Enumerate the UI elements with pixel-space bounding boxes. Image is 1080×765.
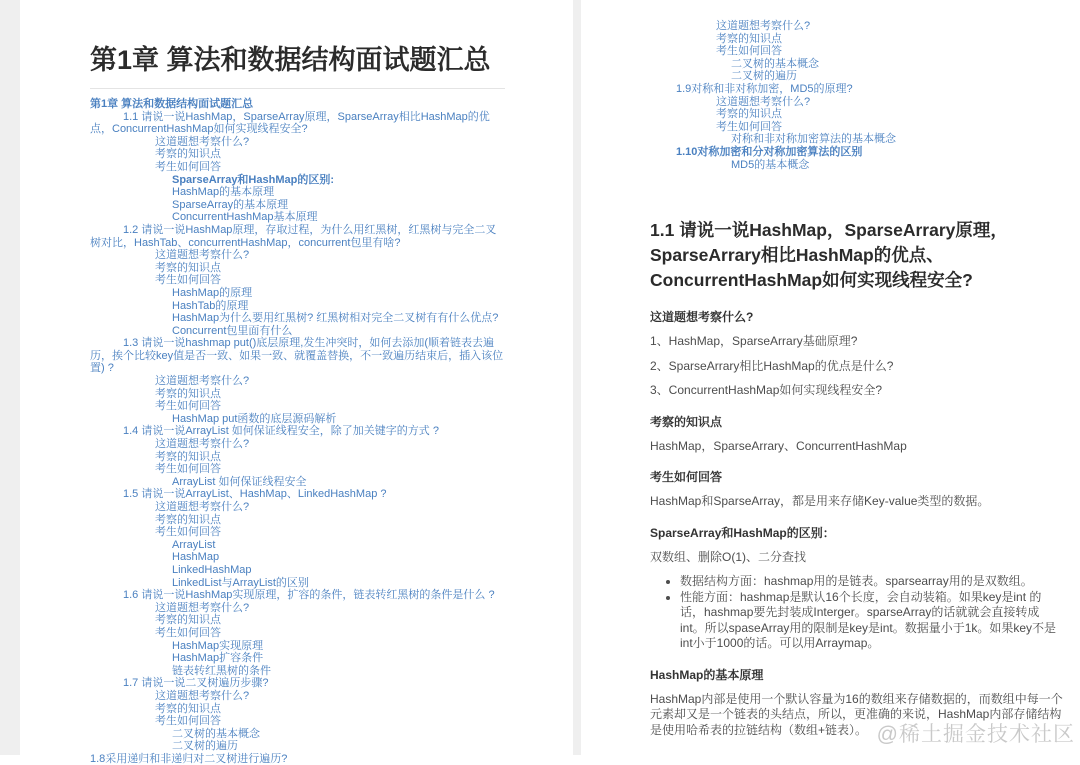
toc-link[interactable]: 1.2 请说一说HashMap原理，存取过程，为什么用红黑树，红黑树与完全二叉树对比，HashTab、concurrentHashMap，concurrent包里有啥? bbox=[90, 223, 497, 249]
toc-link[interactable]: SparseArray和HashMap的区别: bbox=[172, 173, 334, 186]
toc-link[interactable]: 链表转红黑树的条件 bbox=[172, 664, 271, 677]
toc-link[interactable]: 考察的知识点 bbox=[155, 148, 221, 161]
toc-link[interactable]: ArrayList bbox=[172, 538, 216, 551]
toc-link[interactable]: 1.8采用递归和非递归对二叉树进行遍历? bbox=[90, 752, 288, 765]
toc-link[interactable]: MD5的基本概念 bbox=[731, 158, 810, 171]
toc-link[interactable]: 考察的知识点 bbox=[155, 387, 221, 400]
section-subhead: 这道题想考察什么? bbox=[650, 310, 754, 324]
toc-link[interactable]: HashMap put函数的底层源码解析 bbox=[172, 412, 337, 425]
toc-link[interactable]: 考生如何回答 bbox=[716, 45, 782, 58]
toc-link[interactable]: 考生如何回答 bbox=[155, 715, 221, 728]
toc-link[interactable]: 考生如何回答 bbox=[716, 120, 782, 133]
page-gutter bbox=[573, 0, 581, 755]
body-paragraph: 1、HashMap，SparseArrary基础原理? bbox=[650, 334, 858, 348]
question-heading: 1.1 请说一说HashMap，SparseArrary原理，SparseArrary相比HashMap的优点、ConcurrentHashMap如何实现线程安全? bbox=[650, 220, 1008, 290]
toc-link[interactable]: 1.7 请说一说二叉树遍历步骤? bbox=[123, 677, 269, 690]
section-subhead: HashMap的基本原理 bbox=[650, 667, 764, 682]
toc-link[interactable]: 第1章 算法和数据结构面试题汇总 bbox=[90, 98, 254, 110]
section-subhead: 考察的知识点 bbox=[650, 414, 723, 429]
toc-left bbox=[90, 98, 505, 765]
toc-link[interactable]: HashMap实现原理 bbox=[172, 639, 264, 652]
toc-link[interactable]: 考生如何回答 bbox=[155, 274, 221, 287]
toc-link[interactable]: 考察的知识点 bbox=[155, 261, 221, 274]
chapter-title: 第1章 算法和数据结构面试题汇总 bbox=[90, 44, 505, 89]
toc-link[interactable]: SparseArray的基本原理 bbox=[172, 198, 289, 211]
toc-link[interactable]: 考生如何回答 bbox=[155, 526, 221, 539]
toc-link[interactable]: LinkedHashMap bbox=[172, 563, 252, 576]
toc-link[interactable]: 考生如何回答 bbox=[155, 626, 221, 639]
toc-link[interactable]: 1.10对称加密和分对称加密算法的区别 bbox=[676, 145, 863, 158]
toc-link[interactable]: HashMap的基本原理 bbox=[172, 186, 275, 199]
toc-link[interactable]: 1.4 请说一说ArrayList 如何保证线程安全，除了加关键字的方式 ? bbox=[123, 425, 439, 438]
toc-link[interactable]: ArrayList 如何保证线程安全 bbox=[172, 475, 307, 488]
bullet-item: • 数据结构方面：hashmap用的是链表。sparsearray用的是双数组。 bbox=[680, 574, 1064, 590]
toc-link[interactable]: 这道题想考察什么? bbox=[155, 601, 250, 614]
toc-link[interactable]: 二叉树的遍历 bbox=[731, 70, 797, 83]
page-left bbox=[20, 0, 573, 765]
question-content bbox=[650, 218, 1064, 747]
toc-link[interactable]: HashTab的原理 bbox=[172, 299, 249, 312]
body-paragraph: HashMap，SparseArrary、ConcurrentHashMap bbox=[650, 438, 907, 453]
page-right bbox=[581, 0, 1080, 755]
toc-link[interactable]: LinkedList与ArrayList的区别 bbox=[172, 576, 309, 589]
toc-link[interactable]: 1.9对称和非对称加密，MD5的原理? bbox=[676, 82, 853, 95]
toc-link[interactable]: 1.6 请说一说HashMap实现原理，扩容的条件，链表转红黑树的条件是什么 ? bbox=[123, 589, 495, 602]
toc-link[interactable]: 这道题想考察什么? bbox=[716, 95, 811, 108]
toc-link[interactable]: 1.5 请说一说ArrayList、HashMap、LinkedHashMap ? bbox=[123, 488, 387, 501]
toc-link[interactable]: 这道题想考察什么? bbox=[155, 249, 250, 262]
bullet-item: • 性能方面：hashmap是默认16个长度，会自动装箱。如果key是int 的话，hashmap要先封装成Interger。sparseArray的话就就会直接转成int。所以spaseArray用的限制是key是int。数据量小于1k。如果key不是int小于1000的话。可以用Arraymap。 bbox=[680, 590, 1064, 652]
toc-link[interactable]: 对称和非对称加密算法的基本概念 bbox=[731, 133, 896, 146]
toc-link[interactable]: 这道题想考察什么? bbox=[155, 689, 250, 702]
toc-link[interactable]: 考察的知识点 bbox=[155, 450, 221, 463]
toc-link[interactable]: HashMap扩容条件 bbox=[172, 652, 264, 665]
toc-link[interactable]: 考察的知识点 bbox=[716, 32, 782, 45]
toc-link[interactable]: 1.3 请说一说hashmap put()底层原理,发生冲突时，如何去添加(顺着链表去遍历，挨个比较key值是否一致、如果一致、就覆盖替换，不一致遍历结束后，插入该位置) ? bbox=[90, 337, 504, 375]
toc-link[interactable]: 二叉树的基本概念 bbox=[731, 57, 819, 70]
answer-bullet-list bbox=[650, 574, 1064, 652]
body-paragraph: 2、SparseArrary相比HashMap的优点是什么? bbox=[650, 358, 894, 373]
toc-link[interactable]: 考察的知识点 bbox=[155, 614, 221, 627]
body-paragraph: 双数组、删除O(1)、二分查找 bbox=[650, 549, 807, 564]
toc-link[interactable]: 二叉树的基本概念 bbox=[172, 727, 260, 740]
toc-link[interactable]: HashMap bbox=[172, 551, 220, 564]
viewer-left-margin bbox=[0, 0, 20, 755]
toc-link[interactable]: 这道题想考察什么? bbox=[716, 20, 811, 32]
toc-link[interactable]: HashMap的原理 bbox=[172, 286, 253, 299]
toc-link[interactable]: 这道题想考察什么? bbox=[155, 375, 250, 388]
toc-link[interactable]: 这道题想考察什么? bbox=[155, 135, 250, 148]
toc-link[interactable]: HashMap为什么要用红黑树? 红黑树相对完全二叉树有有什么优点? bbox=[172, 312, 499, 325]
toc-link[interactable]: 这道题想考察什么? bbox=[155, 438, 250, 451]
toc-link[interactable]: 这道题想考察什么? bbox=[155, 501, 250, 513]
toc-link[interactable]: 考察的知识点 bbox=[155, 513, 221, 526]
toc-link[interactable]: 二叉树的遍历 bbox=[172, 740, 238, 753]
toc-link[interactable]: 考察的知识点 bbox=[155, 702, 221, 715]
watermark: @稀土掘金技术社区 bbox=[876, 723, 1075, 746]
toc-right-continued bbox=[650, 20, 1070, 171]
section-subhead: SparseArray和HashMap的区别： bbox=[650, 525, 835, 540]
toc-link[interactable]: 考生如何回答 bbox=[155, 463, 221, 476]
toc-link[interactable]: 考生如何回答 bbox=[155, 400, 221, 413]
body-paragraph: HashMap和SparseArray，都是用来存储Key-value类型的数据。 bbox=[650, 494, 990, 508]
toc-link[interactable]: ConcurrentHashMap基本原理 bbox=[172, 211, 318, 224]
toc-link[interactable]: 1.1 请说一说HashMap，SparseArray原理，SparseArray相比HashMap的优点，ConcurrentHashMap如何实现线程安全? bbox=[90, 110, 490, 136]
section-subhead: 考生如何回答 bbox=[650, 470, 723, 484]
toc-link[interactable]: 考察的知识点 bbox=[716, 108, 782, 121]
body-paragraph: HashMap内部是使用一个默认容量为16的数组来存储数据的，而数组中每一个元素却又是一个链表的头结点，所以，更准确的来说，HashMap内部存储结构是使用哈希表的拉链结构（数组+链表）。 bbox=[650, 691, 1063, 737]
body-paragraph: 3、ConcurrentHashMap如何实现线程安全? bbox=[650, 383, 883, 397]
toc-link[interactable]: 考生如何回答 bbox=[155, 160, 221, 173]
toc-link[interactable]: Concurrent包里面有什么 bbox=[172, 324, 293, 337]
